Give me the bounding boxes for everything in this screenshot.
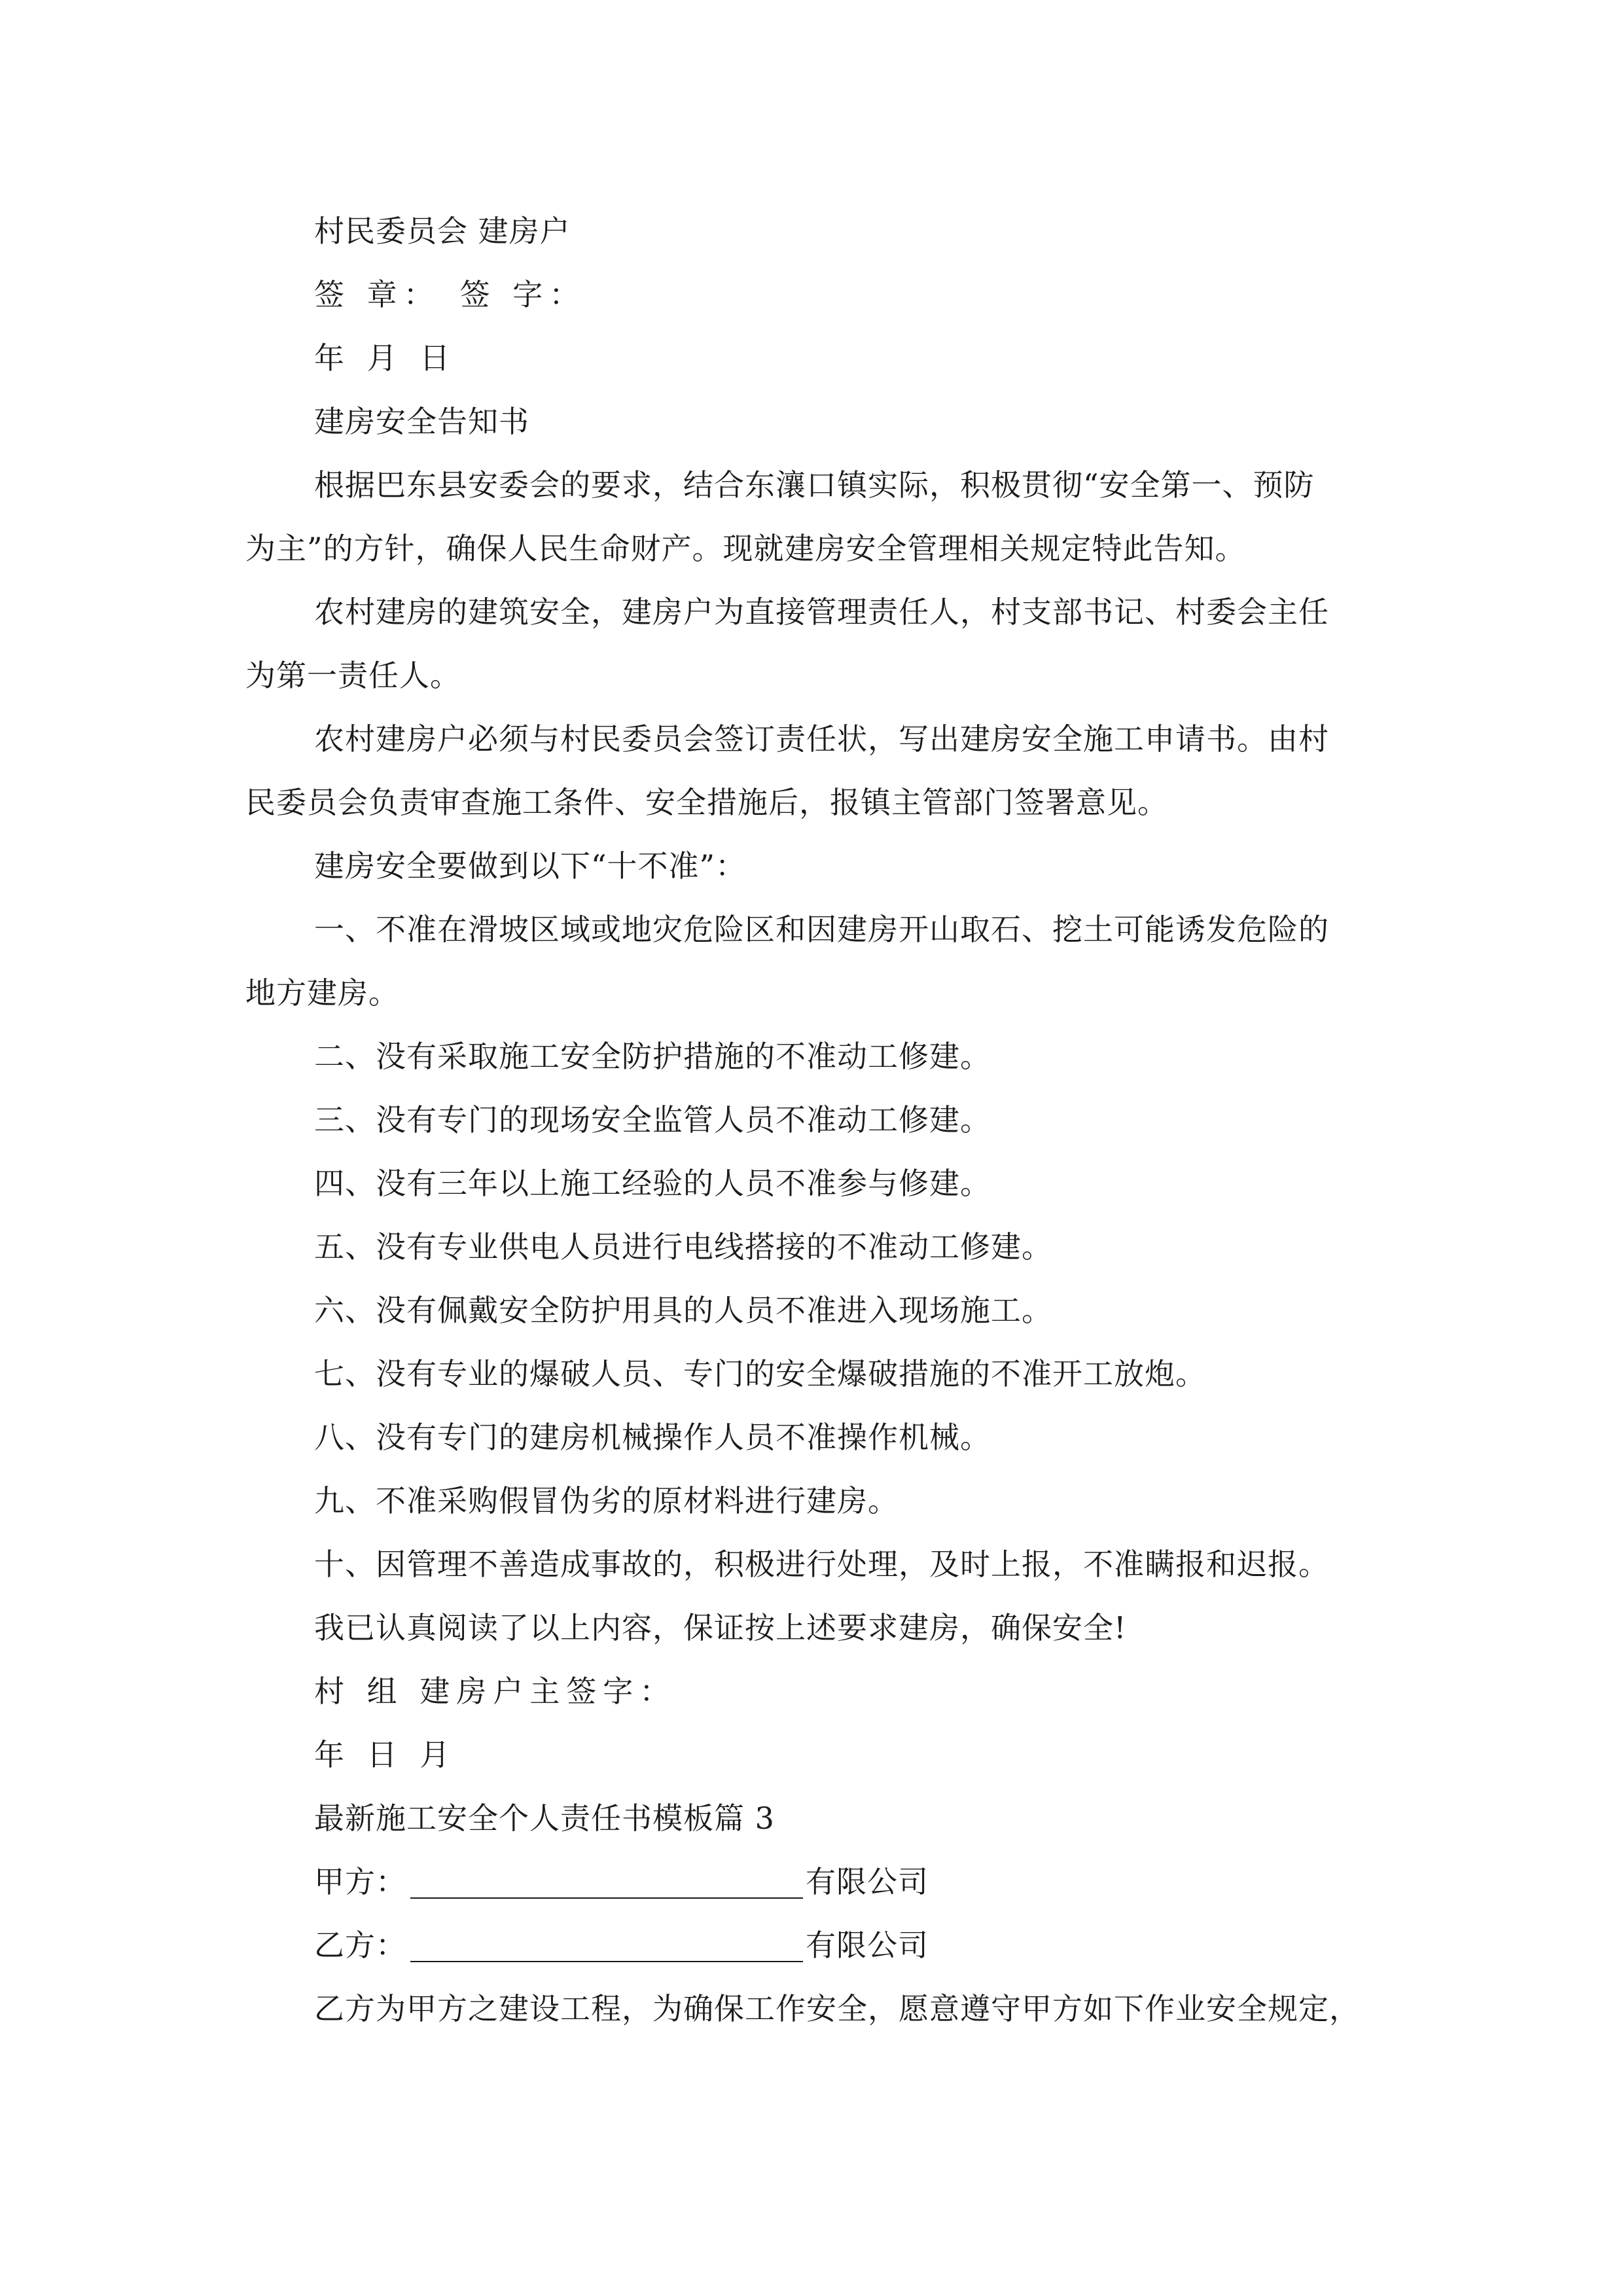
acknowledge-statement: 我已认真阅读了以上内容，保证按上述要求建房，确保安全! [314,1610,1127,1645]
document-body [245,200,1381,2041]
party-b-label: 乙方： [314,1928,406,1963]
rule-3: 三、没有专门的现场安全监管人员不准动工修建。 [314,1102,991,1138]
paragraph-line: 为主”的方针，确保人民生命财产。现就建房安全管理相关规定特此告知。 [245,531,1246,566]
final-line: 乙方为甲方之建设工程，为确保工作安全，愿意遵守甲方如下作业安全规定， [314,1991,1360,2026]
rule-4: 四、没有三年以上施工经验的人员不准参与修建。 [314,1166,991,1201]
date-line-bottom: 年 日 月 [314,1737,457,1772]
sign-label: 签 字： [459,277,586,312]
paragraph-3 [245,708,1381,834]
rule-1 [245,898,1381,1025]
rule-7: 七、没有专业的爆破人员、专门的安全爆破措施的不准开工放炮。 [314,1356,1206,1391]
committee-header-line: 村民委员会 建房户 [314,213,571,249]
rule-2: 二、没有采取施工安全防护措施的不准动工修建。 [314,1039,991,1074]
signature-line: 村 组 建房户主签字： [314,1674,677,1709]
rule-line: 一、不准在滑坡区域或地灾危险区和因建房开山取石、挖土可能诱发危险的 [314,912,1329,947]
rule-8: 八、没有专门的建房机械操作人员不准操作机械。 [314,1420,991,1455]
rule-9: 九、不准采购假冒伪劣的原材料进行建房。 [314,1483,899,1518]
section-3-title: 最新施工安全个人责任书模板篇 3 [314,1801,775,1836]
rule-5: 五、没有专业供电人员进行电线搭接的不准动工修建。 [314,1229,1052,1265]
party-a-blank [410,1867,803,1899]
date-line-top: 年 月 日 [314,340,457,376]
party-a-label: 甲方： [314,1864,406,1899]
ten-rules-intro: 建房安全要做到以下“十不准”： [314,848,747,884]
party-a-suffix: 有限公司 [806,1864,929,1899]
paragraph-line: 民委员会负责审查施工条件、安全措施后，报镇主管部门签署意见。 [245,785,1168,820]
paragraph-line: 根据巴东县安委会的要求，结合东瀼口镇实际，积极贯彻“安全第一、预防 [314,467,1315,503]
rule-10: 十、因管理不善造成事故的，积极进行处理，及时上报，不准瞒报和迟报。 [314,1547,1329,1582]
seal-sign-line [245,263,1381,327]
seal-label: 签 章： [314,277,440,312]
party-b-suffix: 有限公司 [806,1928,929,1963]
rule-6: 六、没有佩戴安全防护用具的人员不准进入现场施工。 [314,1293,1052,1328]
notice-title: 建房安全告知书 [314,404,529,439]
party-b-line [245,1914,1381,1977]
party-b-blank [410,1931,803,1962]
paragraph-line: 为第一责任人。 [245,658,461,693]
paragraph-2 [245,581,1381,708]
paragraph-line: 农村建房的建筑安全，建房户为直接管理责任人，村支部书记、村委会主任 [314,594,1329,630]
rule-line: 地方建房。 [245,975,399,1011]
paragraph-line: 农村建房户必须与村民委员会签订责任状，写出建房安全施工申请书。由村 [314,721,1329,757]
paragraph-1 [245,454,1381,581]
party-a-line [245,1850,1381,1914]
